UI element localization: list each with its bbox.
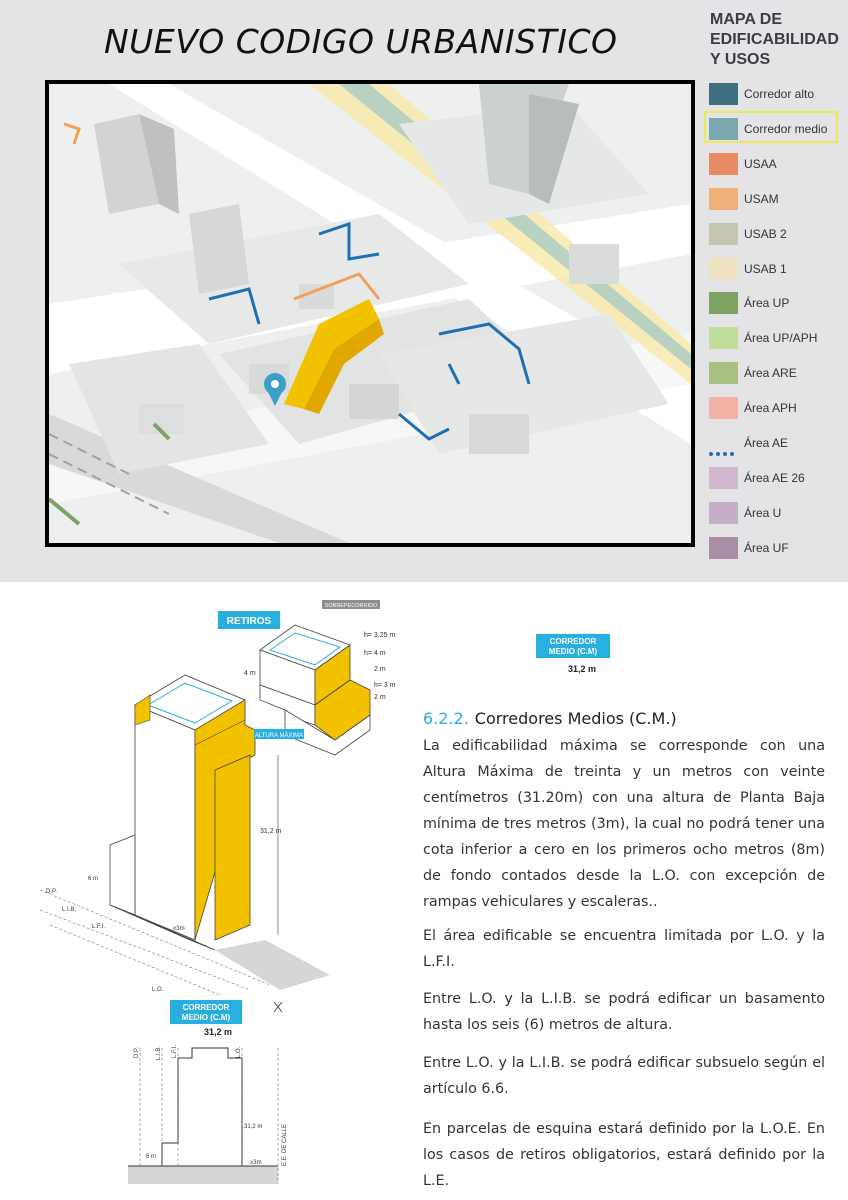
legend-swatch <box>709 223 738 245</box>
legend-label: Área ARE <box>744 366 797 381</box>
legend-label: Área UP <box>744 296 790 311</box>
legend-label: Área UF <box>744 540 789 555</box>
retiros-label: RETIROS <box>226 616 272 627</box>
svg-text:≥3m: ≥3m <box>173 926 185 932</box>
svg-text:MEDIO (C.M): MEDIO (C.M) <box>548 647 598 656</box>
sobrepecorrido-label: SOBREPECORRIDO <box>324 603 378 609</box>
legend-swatch <box>709 258 738 280</box>
svg-text:31,2 m: 31,2 m <box>260 828 282 835</box>
paragraph-5: En parcelas de esquina estará definido por la L.O.E. En los casos de retiros obligatorios, estará definido por la L.E. <box>423 1121 825 1189</box>
legend-label: Corredor medio <box>744 121 828 136</box>
svg-text:MEDIO (C.M): MEDIO (C.M) <box>181 1013 231 1022</box>
svg-text:L.I.B.: L.I.B. <box>156 1045 162 1060</box>
legend-swatch <box>709 362 738 384</box>
legend-label: Área AE 26 <box>744 470 805 485</box>
svg-text:h= 3,25 m: h= 3,25 m <box>364 632 396 639</box>
legend-label: Corredor alto <box>744 87 815 101</box>
legend-label: Área U <box>744 505 782 520</box>
legend-swatch <box>709 118 738 140</box>
svg-text:L.O.: L.O. <box>152 987 164 993</box>
svg-text:31,2 m: 31,2 m <box>203 1027 233 1037</box>
legend-item <box>705 321 837 351</box>
legend-label: USAB 2 <box>744 226 787 241</box>
svg-text:31,2 m: 31,2 m <box>567 664 597 674</box>
isometric-diagram <box>40 595 420 1005</box>
svg-text:2 m: 2 m <box>374 694 386 701</box>
legend-dots-icon <box>709 441 739 445</box>
legend-label: Área APH <box>744 401 797 416</box>
svg-text:h= 4 m: h= 4 m <box>364 650 386 657</box>
map-view[interactable] <box>45 80 695 547</box>
svg-text:D.P.: D.P. <box>46 889 57 895</box>
map-panel <box>0 0 848 582</box>
svg-text:D.P.: D.P. <box>134 1047 140 1058</box>
legend-item <box>705 496 837 526</box>
legend-item <box>705 77 837 107</box>
legend-item <box>705 217 837 247</box>
svg-text:4 m: 4 m <box>244 670 256 677</box>
section-heading <box>423 709 677 728</box>
legend-swatch <box>709 292 738 314</box>
legend-item <box>705 286 837 316</box>
paragraph-1: La edificabilidad máxima se corresponde con una Altura Máxima de treinta y un metros con veinte centímetros (31.20m) con una altura de Planta Baja mínima de tres metros (3m), la cual no podrá tener una cota inferior a cero en los primeros ocho metros (8m) de fondo contados desde la L.O. con excepción de rampas vehiculares y escaleras.. <box>423 738 825 910</box>
paragraph-2: El área edificable se encuentra limitada por L.O. y la L.F.I. <box>423 928 825 970</box>
svg-text:6 m: 6 m <box>88 876 99 882</box>
svg-text:L.F.I.: L.F.I. <box>172 1044 178 1058</box>
legend-swatch <box>709 397 738 419</box>
svg-text:6 m: 6 m <box>146 1154 157 1160</box>
svg-text:≥3m: ≥3m <box>250 1160 262 1166</box>
svg-text:31,2 m: 31,2 m <box>244 1124 263 1130</box>
legend-label: USAB 1 <box>744 261 787 276</box>
legend-swatch <box>709 83 738 105</box>
svg-text:h= 3 m: h= 3 m <box>374 682 396 689</box>
svg-text:CORREDOR: CORREDOR <box>182 1003 230 1012</box>
legend-item <box>705 461 837 491</box>
legend-item <box>705 391 837 421</box>
altura-maxima-label: ALTURA MÁXIMA <box>254 733 304 739</box>
legend-item <box>705 112 837 142</box>
legend-swatch <box>709 188 738 210</box>
section-number: 6.2.2. <box>423 709 469 728</box>
legend-item <box>705 531 837 561</box>
svg-text:E.E. DE CALLE: E.E. DE CALLE <box>282 1123 288 1166</box>
corredor-badge <box>534 634 614 680</box>
legend-label: USAM <box>744 191 779 206</box>
legend-label: USAA <box>744 156 777 171</box>
legend-item <box>705 147 837 177</box>
svg-text:L.I.B.: L.I.B. <box>62 907 77 913</box>
legend-label: Área AE <box>744 436 789 450</box>
legend-title: MAPA DE EDIFICABILIDAD Y USOS <box>710 11 839 68</box>
legend-swatch <box>709 467 738 489</box>
section-diagram <box>120 998 300 1190</box>
paragraph-3: Entre L.O. y la L.I.B. se podrá edificar un basamento hasta los seis (6) metros de altura. <box>423 991 825 1033</box>
legend-item <box>705 252 837 282</box>
svg-text:L.F.I.: L.F.I. <box>92 924 106 930</box>
legend-item <box>705 426 837 456</box>
legend-label: Área UP/APH <box>744 331 818 346</box>
legend-swatch <box>709 537 738 559</box>
page-title: NUEVO CODIGO URBANISTICO <box>104 22 618 61</box>
svg-text:L.O.: L.O. <box>236 1046 242 1058</box>
paragraph-4: Entre L.O. y la L.I.B. se podrá edificar subsuelo según el artículo 6.6. <box>423 1055 825 1097</box>
legend-item <box>705 182 837 212</box>
map-illustration <box>49 84 691 543</box>
legend-item <box>705 356 837 386</box>
svg-text:CORREDOR: CORREDOR <box>549 637 597 646</box>
legend-swatch <box>709 153 738 175</box>
section-title: Corredores Medios (C.M.) <box>474 709 677 728</box>
legend-swatch <box>709 502 738 524</box>
svg-text:2 m: 2 m <box>374 666 386 673</box>
legend-swatch <box>709 327 738 349</box>
